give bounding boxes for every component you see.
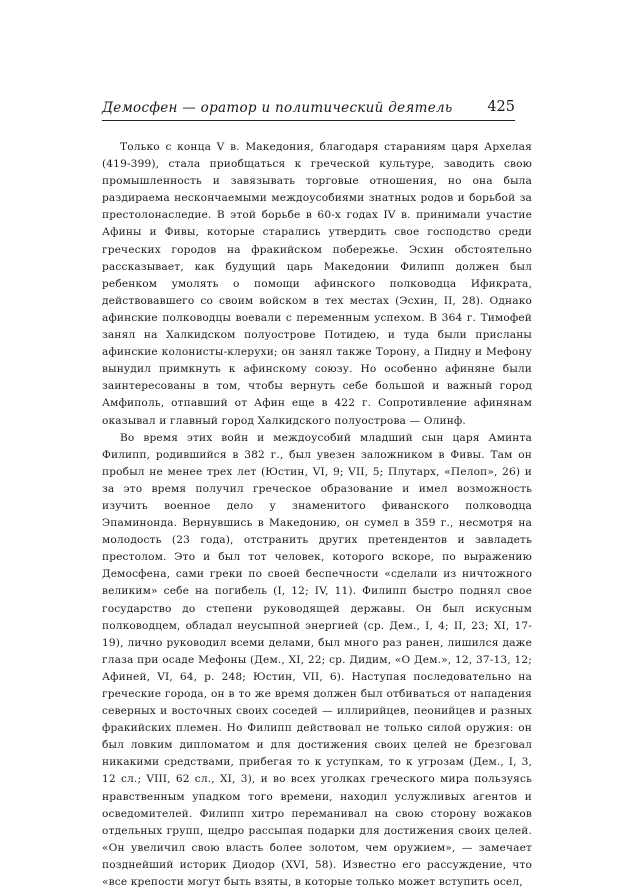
page-number: 425 bbox=[487, 99, 515, 115]
header-rule bbox=[102, 120, 515, 121]
paragraph-macedonia-history: Только с конца V в. Македония, благодаря стараниям царя Архелая (419-399), стала приобщаться к греческой культуре, заводить свою промышленность и завязывать торговые отношения, но она была раздираема нескончаемыми междоусобиями знатных родов и борьбой за престолонаследие. В этой борьбе в 60-х годах IV в. принимали участие Афины и Фивы, которые старались утвердить свое господство среди греческих городов на фракийском побережье. Эсхин обстоятельно рассказывает, как будущий царь Македонии Филипп должен был ребенком умолять о помощи афинского полководца Ификрата, действовавшего со своим войском в тех местах (Эсхин, II, 28). Однако афинские полководцы воевали с переменным успехом. В 364 г. Тимофей занял на Халкидском полуострове Потидею, и туда были присланы афинские колонисты-клерухи; он занял также Торону, а Пидну и Мефону вынудил примкнуть к афинскому союзу. Но особенно афиняне были заинтересованы в том, чтобы вернуть себе большой и важный город Амфиполь, отпавший от Афин еще в 422 г. Сопротивление афинянам оказывал и главный город Халкидского полуострова — Олинф. bbox=[102, 141, 532, 427]
page-header bbox=[102, 100, 515, 120]
running-title: Демосфен — оратор и политический деятель bbox=[102, 100, 453, 116]
paragraph-philip: Во время этих войн и междоусобий младший сын царя Аминта Филипп, родившийся в 382 г., был увезен заложником в Фивы. Там он пробыл не менее трех лет (Юстин, VI, 9; VII, 5; Плутарх, «Пелоп», 26) и за это время получил греческое образование и имел возможность изучить военное дело у знаменитого фиванского полководца Эпаминонда. Вернувшись в Македонию, он сумел в 359 г., несмотря на молодость (23 года), отстранить других претендентов и завладеть престолом. Это и был тот человек, которого вскоре, по выражению Демосфена, сами греки по своей беспечности «сделали из ничтожного великим» себе на погибель (I, 12; IV, 11). Филипп быстро поднял свое государство до степени руководящей державы. Он был искусным полководцем, обладал неусыпной энергией (ср. Дем., I, 4; II, 23; XI, 17-19), лично руководил всеми делами, был много раз ранен, лишился даже глаза при осаде Мефоны (Дем., XI, 22; ср. Дидим, «О Дем.», 12, 37-13, 12; Афиней, VI, 64, р. 248; Юстин, VII, 6). Наступая последовательно на греческие города, он в то же время должен был отбиваться от нападения северных и восточных своих соседей — иллирийцев, пеонийцев и разных фракийских племен. Но Филипп действовал не только силой оружия: он был ловким дипломатом и для достижения своих целей не брезговал никакими средствами, прибегая то к уступкам, то к угрозам (Дем., I, 3, 12 сл.; VIII, 62 сл., XI, 3), и во всех уголках греческого мира пользуясь нравственным упадком того времени, находил услужливых агентов и осведомителей. Филипп хитро переманивал на свою сторону вожаков отдельных групп, щедро рассыпая подарки для достижения своих целей. «Он увеличил свою власть более золотом, чем оружием», — замечает позднейший историк Диодор (XVI, 58). Известно его рассуждение, что «все крепости могут быть взяты, в которые только может вступить осел, bbox=[102, 431, 532, 889]
body-text bbox=[102, 139, 532, 891]
